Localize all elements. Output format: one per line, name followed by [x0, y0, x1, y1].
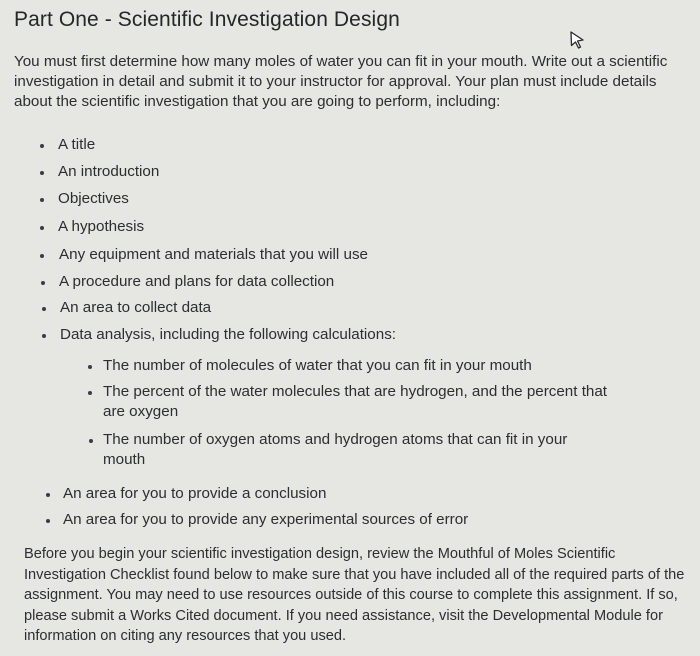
sublist-item: The percent of the water molecules that are hydrogen, and the percent that are oxygen	[103, 383, 608, 420]
bullet-icon	[46, 493, 50, 497]
list-item: Data analysis, including the following calculations:	[60, 326, 397, 343]
list-item: A title	[58, 136, 96, 153]
list-item: A hypothesis	[58, 218, 145, 235]
bullet-icon	[46, 519, 50, 523]
list-item: An introduction	[58, 163, 160, 180]
bullet-icon	[40, 144, 44, 148]
list-item: Objectives	[58, 190, 129, 207]
bullet-icon	[40, 198, 44, 202]
bullet-icon	[40, 226, 44, 230]
sublist-item: The number of molecules of water that you can fit in your mouth	[103, 357, 532, 374]
list-item: An area for you to provide a conclusion	[63, 485, 327, 502]
bullet-icon	[89, 439, 93, 443]
list-item: A procedure and plans for data collection	[59, 273, 335, 290]
bullet-icon	[42, 334, 46, 338]
bullet-icon	[40, 171, 44, 175]
page-title: Part One - Scientific Investigation Design	[14, 8, 400, 31]
list-item: An area for you to provide any experimental sources of error	[63, 511, 469, 528]
list-item: Any equipment and materials that you will use	[59, 246, 368, 263]
bullet-icon	[40, 254, 44, 258]
closing-paragraph: Before you begin your scientific investigation design, review the Mouthful of Moles Scientific Investigation Checklist found below to make sure that you have included all of the required parts of the assignment. You may need to use resources outside of this course to complete this assignment. If so, please submit a Works Cited document. If you need assistance, visit the Developmental Module for information on citing any resources that you used.	[24, 546, 685, 644]
sublist-item: The number of oxygen atoms and hydrogen atoms that can fit in your mouth	[103, 431, 568, 468]
intro-paragraph: You must first determine how many moles of water you can fit in your mouth. Write out a scientific investigation in detail and submit it to your instructor for approval. Your plan must include details about the scientific investigation that you are going to perform, including:	[14, 53, 668, 110]
bullet-icon	[41, 281, 45, 285]
bullet-icon	[88, 365, 92, 369]
mouse-cursor-icon	[568, 30, 586, 50]
list-item: An area to collect data	[60, 299, 212, 316]
bullet-icon	[88, 391, 92, 395]
bullet-icon	[42, 307, 46, 311]
